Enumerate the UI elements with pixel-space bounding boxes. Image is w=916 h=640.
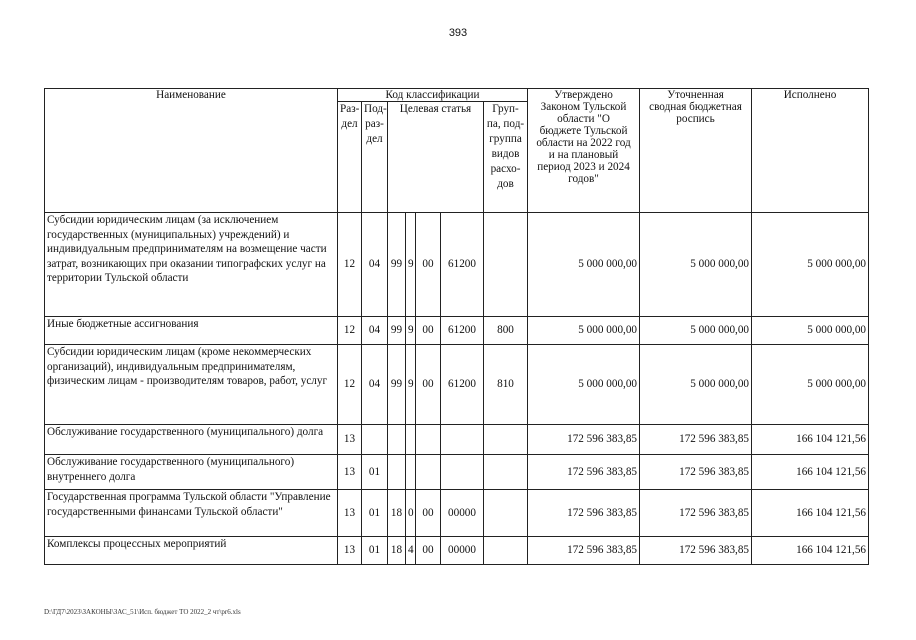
row-group: 800 <box>484 317 528 345</box>
row-podrazdel: 01 <box>362 537 388 565</box>
row-razdel: 12 <box>338 317 362 345</box>
row-group <box>484 490 528 537</box>
header-name: Наименование <box>45 89 338 213</box>
table-row <box>45 317 869 345</box>
table-row <box>45 455 869 490</box>
row-target-subprogram: 9 <box>406 317 416 345</box>
row-name: Субсидии юридическим лицам (за исключением государственных (муниципальных) учреждений) и индивидуальным предпринимателям на возмещение части затрат, возникающих при оказании типографских услуг на территории Тульской области <box>45 213 338 317</box>
row-group <box>484 425 528 455</box>
row-name: Государственная программа Тульской области "Управление государственными финансами Тульской области" <box>45 490 338 537</box>
row-target-main: 00 <box>416 537 441 565</box>
row-target-main: 00 <box>416 213 441 317</box>
header-code-group: Код классификации <box>338 89 528 102</box>
row-executed: 5 000 000,00 <box>752 345 869 425</box>
row-razdel: 13 <box>338 455 362 490</box>
row-target-program <box>388 455 406 490</box>
table-row <box>45 490 869 537</box>
row-refined: 5 000 000,00 <box>640 317 752 345</box>
row-refined: 5 000 000,00 <box>640 345 752 425</box>
row-target-subprogram: 0 <box>406 490 416 537</box>
row-podrazdel: 01 <box>362 455 388 490</box>
row-target-program <box>388 425 406 455</box>
row-target-program: 99 <box>388 213 406 317</box>
row-target-main: 00 <box>416 345 441 425</box>
header-group: Груп- па, под- группа видов расхо- дов <box>484 102 528 213</box>
row-podrazdel: 04 <box>362 345 388 425</box>
header-refined: Уточненная сводная бюджетная роспись <box>640 89 752 213</box>
row-name: Обслуживание государственного (муниципального) долга <box>45 425 338 455</box>
table-row <box>45 213 869 317</box>
row-approved: 5 000 000,00 <box>528 213 640 317</box>
row-target-program: 99 <box>388 317 406 345</box>
row-group: 810 <box>484 345 528 425</box>
row-podrazdel: 04 <box>362 317 388 345</box>
budget-table <box>44 88 869 565</box>
row-approved: 172 596 383,85 <box>528 537 640 565</box>
row-group <box>484 537 528 565</box>
row-target-subprogram: 4 <box>406 537 416 565</box>
row-target-direction: 61200 <box>441 213 484 317</box>
row-refined: 172 596 383,85 <box>640 455 752 490</box>
row-razdel: 12 <box>338 213 362 317</box>
row-target-program: 99 <box>388 345 406 425</box>
row-target-direction: 00000 <box>441 537 484 565</box>
row-refined: 172 596 383,85 <box>640 425 752 455</box>
row-target-direction: 61200 <box>441 345 484 425</box>
row-group <box>484 455 528 490</box>
row-approved: 5 000 000,00 <box>528 345 640 425</box>
row-approved: 5 000 000,00 <box>528 317 640 345</box>
row-podrazdel <box>362 425 388 455</box>
row-refined: 172 596 383,85 <box>640 490 752 537</box>
row-target-main <box>416 455 441 490</box>
row-approved: 172 596 383,85 <box>528 490 640 537</box>
header-executed: Исполнено <box>752 89 869 213</box>
row-refined: 172 596 383,85 <box>640 537 752 565</box>
row-executed: 5 000 000,00 <box>752 213 869 317</box>
row-target-program: 18 <box>388 537 406 565</box>
footer-file-path: D:\ГД7\2023\ЗАКОНЫ\ЗАС_51\Исп. бюджет ТО 2022_2 чт\pr6.xls <box>44 608 241 616</box>
row-group <box>484 213 528 317</box>
row-executed: 166 104 121,56 <box>752 537 869 565</box>
header-podrazdel: Под- раз- дел <box>362 102 388 213</box>
row-target-subprogram: 9 <box>406 213 416 317</box>
row-podrazdel: 01 <box>362 490 388 537</box>
row-target-direction: 61200 <box>441 317 484 345</box>
row-target-subprogram <box>406 455 416 490</box>
table-row <box>45 345 869 425</box>
row-name: Комплексы процессных мероприятий <box>45 537 338 565</box>
row-name: Иные бюджетные ассигнования <box>45 317 338 345</box>
row-approved: 172 596 383,85 <box>528 425 640 455</box>
row-razdel: 12 <box>338 345 362 425</box>
row-approved: 172 596 383,85 <box>528 455 640 490</box>
row-razdel: 13 <box>338 425 362 455</box>
row-target-subprogram: 9 <box>406 345 416 425</box>
row-target-subprogram <box>406 425 416 455</box>
row-target-main: 00 <box>416 490 441 537</box>
row-razdel: 13 <box>338 537 362 565</box>
page-number: 393 <box>448 27 468 39</box>
row-target-main <box>416 425 441 455</box>
row-podrazdel: 04 <box>362 213 388 317</box>
row-target-direction <box>441 425 484 455</box>
table-row <box>45 425 869 455</box>
row-target-direction: 00000 <box>441 490 484 537</box>
row-target-direction <box>441 455 484 490</box>
row-name: Обслуживание государственного (муниципального) внутреннего долга <box>45 455 338 490</box>
row-executed: 166 104 121,56 <box>752 490 869 537</box>
header-target: Целевая статья <box>388 102 484 213</box>
row-target-main: 00 <box>416 317 441 345</box>
header-razdel: Раз- дел <box>338 102 362 213</box>
row-executed: 5 000 000,00 <box>752 317 869 345</box>
row-executed: 166 104 121,56 <box>752 455 869 490</box>
row-name: Субсидии юридическим лицам (кроме некоммерческих организаций), индивидуальным предпринимателям, физическим лицам - производителям товаров, работ, услуг <box>45 345 338 425</box>
row-executed: 166 104 121,56 <box>752 425 869 455</box>
row-refined: 5 000 000,00 <box>640 213 752 317</box>
header-approved: Утверждено Законом Тульской области "О бюджете Тульской области на 2022 год и на плановый период 2023 и 2024 годов" <box>528 89 640 213</box>
row-razdel: 13 <box>338 490 362 537</box>
table-row <box>45 537 869 565</box>
row-target-program: 18 <box>388 490 406 537</box>
